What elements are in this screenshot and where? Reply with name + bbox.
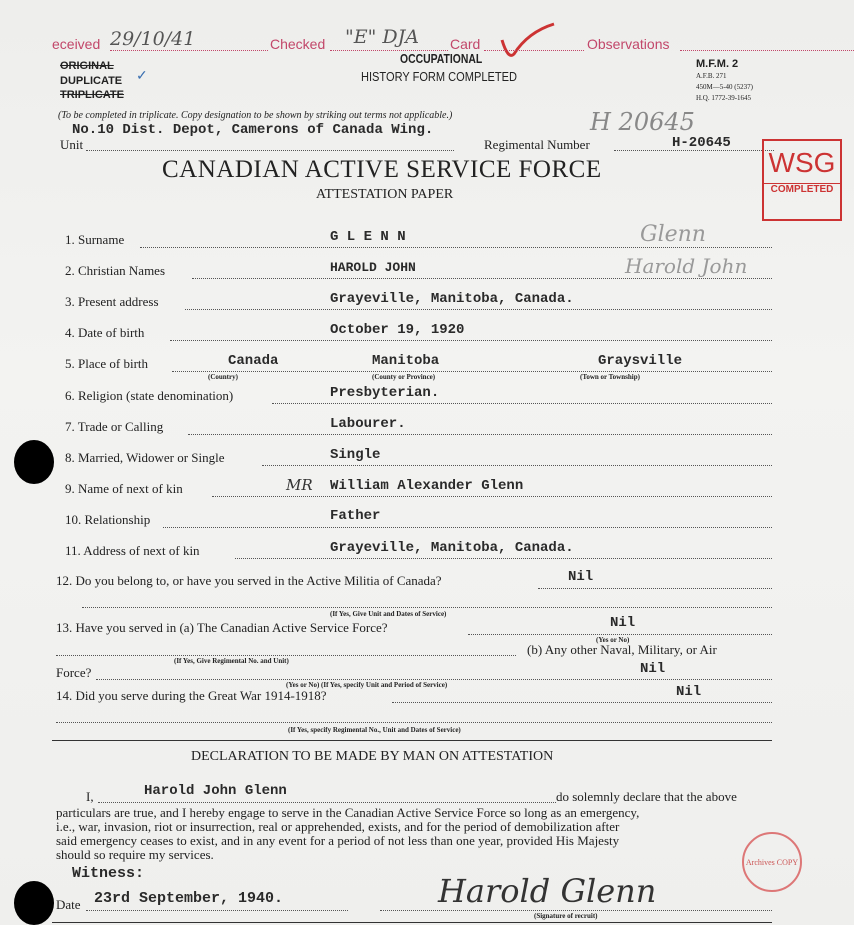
- checkmark-icon: [498, 20, 558, 60]
- field-value-present-address: Grayeville, Manitoba, Canada.: [330, 291, 574, 307]
- date-value: 23rd September, 1940.: [94, 890, 284, 907]
- form-ref-2: 450M—5-40 (5237): [696, 83, 753, 91]
- card-label: Card: [450, 36, 481, 52]
- archives-stamp: Archives COPY: [742, 832, 802, 892]
- unit-value: No.10 Dist. Depot, Camerons of Canada Wing.: [72, 122, 434, 138]
- punch-hole: [14, 440, 54, 484]
- field-handwritten-christian-names: Harold John: [625, 254, 748, 278]
- field-dots: [98, 802, 556, 803]
- divider: [52, 922, 772, 923]
- field-dots: [86, 910, 348, 911]
- question-13b-value: Nil: [640, 661, 666, 677]
- field-label-religion: 6. Religion (state denomination): [65, 388, 234, 403]
- regimental-dots: [614, 150, 774, 151]
- copy-original: ORIGINAL: [60, 60, 114, 72]
- field-dots: [96, 679, 772, 680]
- question-14-value: Nil: [676, 684, 702, 700]
- field-dots: [82, 607, 772, 608]
- form-ref-3: H.Q. 1772-39-1645: [696, 94, 752, 102]
- unit-dots: [86, 150, 454, 151]
- field-label-marital-status: 8. Married, Widower or Single: [65, 450, 225, 465]
- field-dots: [163, 527, 772, 528]
- wsg-stamp: [762, 139, 842, 221]
- history-form-stamp: HISTORY FORM COMPLETED: [361, 69, 517, 84]
- received-value: 29/10/41: [110, 28, 196, 50]
- question-12-value: Nil: [568, 569, 594, 585]
- duplicate-checkmark-icon: ✓: [136, 69, 148, 84]
- field-value-surname: G L E N N: [330, 229, 406, 245]
- question-12-caption: (If Yes, Give Unit and Dates of Service): [330, 610, 447, 618]
- page-subtitle: ATTESTATION PAPER: [316, 187, 454, 202]
- field-dots: [140, 247, 772, 248]
- question-14-caption: (If Yes, specify Regimental No., Unit and Dates of Service): [288, 726, 461, 734]
- question-13a: 13. Have you served in (a) The Canadian Active Service Force?: [56, 620, 388, 635]
- field-prefix-next-of-kin: MR: [286, 476, 313, 494]
- question-13a-value: Nil: [610, 615, 636, 631]
- copy-triplicate: TRIPLICATE: [60, 89, 124, 101]
- declaration-body-3: said emergency ceases to exist, and in any event for a period of not less than one year, provided His Majesty: [56, 833, 620, 848]
- field-dots: [188, 434, 772, 435]
- wsg-stamp-text: WSG: [768, 147, 836, 178]
- field-value-county: Manitoba: [372, 353, 440, 369]
- field-dots: [212, 496, 772, 497]
- field-dots: [235, 558, 772, 559]
- field-dots: [468, 634, 772, 635]
- date-label: Date: [56, 897, 81, 912]
- field-value-marital-status: Single: [330, 447, 381, 463]
- field-value-religion: Presbyterian.: [330, 385, 440, 401]
- instruction-text: (To be completed in triplicate. Copy designation to be shown by striking out terms not applicable.): [58, 110, 453, 121]
- field-label-present-address: 3. Present address: [65, 294, 159, 309]
- field-label-surname: 1. Surname: [65, 232, 125, 247]
- field-label-relationship: 10. Relationship: [65, 512, 151, 527]
- question-12: 12. Do you belong to, or have you served in the Active Militia of Canada?: [56, 573, 442, 588]
- field-dots: [192, 278, 772, 279]
- field-value-next-of-kin-address: Grayeville, Manitoba, Canada.: [330, 540, 574, 556]
- field-dots: [392, 702, 772, 703]
- card-dots: [484, 50, 584, 51]
- field-value-next-of-kin: William Alexander Glenn: [330, 478, 524, 494]
- field-value-relationship: Father: [330, 508, 381, 524]
- declaration-body-1: particulars are true, and I hereby engage to serve in the Canadian Active Service Force so long as an emergency,: [56, 805, 640, 820]
- declaration-heading: DECLARATION TO BE MADE BY MAN ON ATTESTATION: [191, 749, 554, 764]
- observations-label: Observations: [587, 36, 670, 52]
- copy-duplicate: DUPLICATE: [60, 75, 123, 87]
- recruit-signature: Harold Glenn: [438, 872, 657, 910]
- field-value-country: Canada: [228, 353, 279, 369]
- field-dots: [538, 588, 772, 589]
- field-value-date-of-birth: October 19, 1920: [330, 322, 465, 338]
- checked-label: Checked: [270, 36, 326, 52]
- field-dots: [272, 403, 772, 404]
- field-dots: [185, 309, 772, 310]
- question-13-caption: (If Yes, Give Regimental No. and Unit): [174, 657, 289, 665]
- witness-label: Witness:: [72, 865, 145, 882]
- regimental-label: Regimental Number: [484, 137, 590, 152]
- field-label-trade: 7. Trade or Calling: [65, 419, 164, 434]
- form-ref-1: A.F.B. 271: [696, 72, 727, 80]
- declaration-name: Harold John Glenn: [144, 783, 287, 799]
- declaration-body-4: should so require my services.: [56, 847, 214, 862]
- declaration-line1-end: do solemnly declare that the above: [556, 789, 737, 804]
- completed-stamp-text: COMPLETED: [764, 183, 840, 195]
- field-value-christian-names: HAROLD JOHN: [330, 260, 416, 275]
- question-13b: (b) Any other Naval, Military, or Air: [527, 642, 717, 657]
- question-13b-caption: (Yes or No) (If Yes, specify Unit and Period of Service): [286, 681, 448, 689]
- field-dots: [170, 340, 772, 341]
- occupational-stamp: OCCUPATIONAL: [400, 51, 483, 66]
- field-dots: [380, 910, 772, 911]
- field-dots: [172, 371, 772, 372]
- question-14: 14. Did you serve during the Great War 1914-1918?: [56, 688, 327, 703]
- caption-country: (Country): [208, 373, 238, 381]
- field-label-place-of-birth: 5. Place of birth: [65, 356, 149, 371]
- field-label-next-of-kin: 9. Name of next of kin: [65, 481, 183, 496]
- declaration-body-2: i.e., war, invasion, riot or insurrection, real or apprehended, exists, and for the period of demobilization after: [56, 819, 620, 834]
- divider: [52, 740, 772, 741]
- regimental-value: H-20645: [672, 135, 731, 151]
- field-dots: [56, 722, 772, 723]
- field-label-date-of-birth: 4. Date of birth: [65, 325, 145, 340]
- unit-label: Unit: [60, 137, 84, 152]
- field-handwritten-surname: Glenn: [640, 222, 706, 247]
- field-value-trade: Labourer.: [330, 416, 406, 432]
- received-label: eceived: [52, 36, 101, 52]
- form-code: M.F.M. 2: [696, 58, 739, 70]
- received-dots: [110, 50, 268, 51]
- question-13b-continued: Force?: [56, 665, 92, 680]
- signature-caption: (Signature of recruit): [534, 912, 598, 920]
- field-value-town: Graysville: [598, 353, 683, 369]
- regimental-handwritten: H 20645: [590, 108, 695, 136]
- checked-value: "E" DJA: [345, 26, 419, 48]
- field-dots: [56, 655, 516, 656]
- observations-dots: [680, 50, 854, 51]
- field-label-christian-names: 2. Christian Names: [65, 263, 166, 278]
- page-title: CANADIAN ACTIVE SERVICE FORCE: [162, 156, 602, 183]
- field-label-next-of-kin-address: 11. Address of next of kin: [65, 543, 200, 558]
- declaration-i: I,: [86, 789, 94, 804]
- punch-hole: [14, 881, 54, 925]
- field-dots: [262, 465, 772, 466]
- caption-county: (County or Province): [372, 373, 436, 381]
- question-13a-caption: (Yes or No): [596, 636, 630, 644]
- caption-town: (Town or Township): [580, 373, 640, 381]
